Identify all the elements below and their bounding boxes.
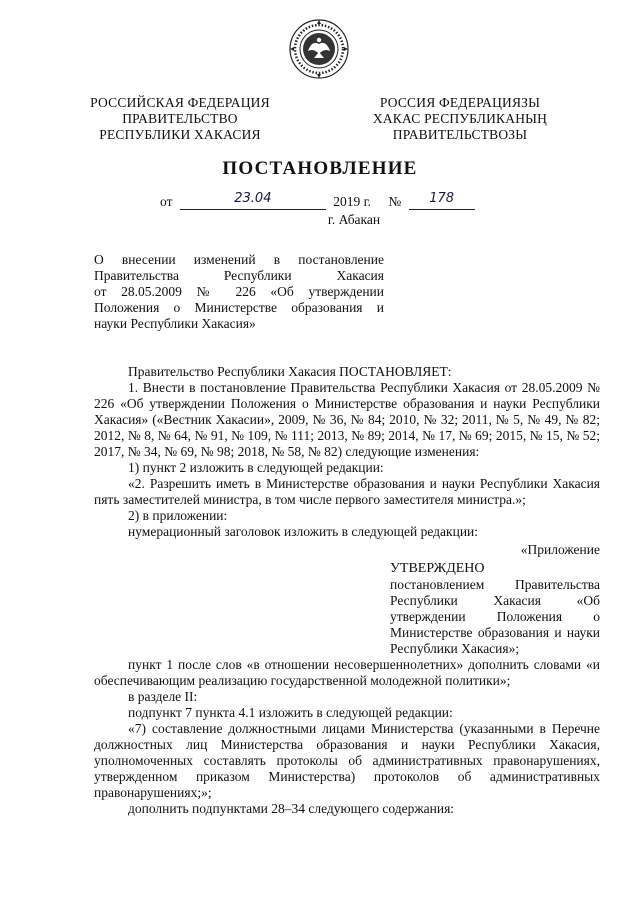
handwritten-number: 178 bbox=[429, 191, 455, 206]
subject-line: О внесении изменений в постановление bbox=[94, 252, 384, 267]
body-paragraph: «2. Разрешить иметь в Министерстве образования и науки Республики Хакасия пять заместителей министра, в том числе первого заместителя министра.»; bbox=[94, 476, 600, 507]
body-paragraph: 1) пункт 2 изложить в следующей редакции: bbox=[128, 460, 384, 475]
header-right-line: ХАКАС РЕСПУБЛИКАНЫҢ bbox=[372, 111, 548, 126]
date-prefix: от bbox=[160, 194, 173, 209]
coat-of-arms-emblem bbox=[288, 18, 350, 80]
body-paragraph: 2) в приложении: bbox=[128, 508, 228, 523]
body-paragraph: нумерационный заголовок изложить в следующей редакции: bbox=[128, 524, 479, 539]
document-body bbox=[94, 364, 600, 817]
header-left-line: РЕСПУБЛИКИ ХАКАСИЯ bbox=[99, 127, 261, 142]
subject-line: Правительства Республики Хакасия bbox=[94, 268, 384, 283]
year-text: 2019 г. bbox=[333, 194, 371, 209]
header-left-line: РОССИЙСКАЯ ФЕДЕРАЦИЯ bbox=[90, 95, 270, 110]
approval-text: постановлением Правительства Республики Хакасия «Об утверждении Положения о Министерстве образования и науки Республики Хакасия»; bbox=[390, 577, 600, 656]
document-subject bbox=[94, 252, 384, 332]
appendix-heading: «Приложение bbox=[520, 542, 600, 557]
city-name: г. Абакан bbox=[327, 212, 381, 227]
body-paragraph: дополнить подпунктами 28–34 следующего содержания: bbox=[128, 801, 455, 816]
number-field bbox=[409, 191, 475, 210]
header-right-line: ПРАВИТЕЛЬСТВОЗЫ bbox=[392, 127, 528, 142]
header-right-khakas bbox=[340, 95, 580, 143]
date-field bbox=[180, 191, 326, 210]
body-paragraph: подпункт 7 пункта 4.1 изложить в следующей редакции: bbox=[128, 705, 453, 720]
body-paragraph: Правительство Республики Хакасия ПОСТАНОВЛЯЕТ: bbox=[128, 364, 452, 379]
header-left-russian bbox=[60, 95, 300, 143]
subject-line: науки Республики Хакасия» bbox=[94, 316, 256, 331]
body-paragraph: пункт 1 после слов «в отношении несовершеннолетних» дополнить словами «и обеспечивающим реализацию государственной молодежной политики»; bbox=[94, 657, 600, 688]
approval-title: УТВЕРЖДЕНО bbox=[390, 561, 485, 576]
number-prefix: № bbox=[388, 194, 402, 209]
body-paragraph: в разделе II: bbox=[128, 689, 198, 704]
subject-line: от 28.05.2009 № 226 «Об утверждении bbox=[94, 284, 384, 299]
approval-block bbox=[390, 561, 600, 657]
handwritten-date: 23.04 bbox=[234, 191, 272, 206]
subject-line: Положения о Министерстве образования и bbox=[94, 300, 384, 315]
header-left-line: ПРАВИТЕЛЬСТВО bbox=[122, 111, 238, 126]
body-paragraph: 1. Внести в постановление Правительства Республики Хакасия от 28.05.2009 № 226 «Об утверждении Положения о Министерстве образования и науки Республики Хакасия» («Вестник Хакасии», 2009, № 36, № 84; 2010, № 32; 2011, № 5, № 49, № 82; 2012, № 8, № 64, № 91, № 109, № 111; 2013, № 89; 2014, № 17, № 69; 2015, № 15, № 52; 2017, № 34, № 69, № 98; 2018, № 58, № 82) следующие изменения: bbox=[94, 380, 600, 459]
date-number-line bbox=[160, 191, 475, 214]
body-paragraph: «7) составление должностными лицами Министерства (указанными в Перечне должностных лиц Министерства образования и науки Республики Хакасия, уполномоченных составлять протоколы об административных правонарушениях, утвержденном приказом Министерства) протоколов об административных правонарушениях;»; bbox=[94, 721, 600, 800]
document-type-title: ПОСТАНОВЛЕНИЕ bbox=[222, 158, 418, 179]
header-right-line: РОССИЯ ФЕДЕРАЦИЯЗЫ bbox=[379, 95, 541, 110]
